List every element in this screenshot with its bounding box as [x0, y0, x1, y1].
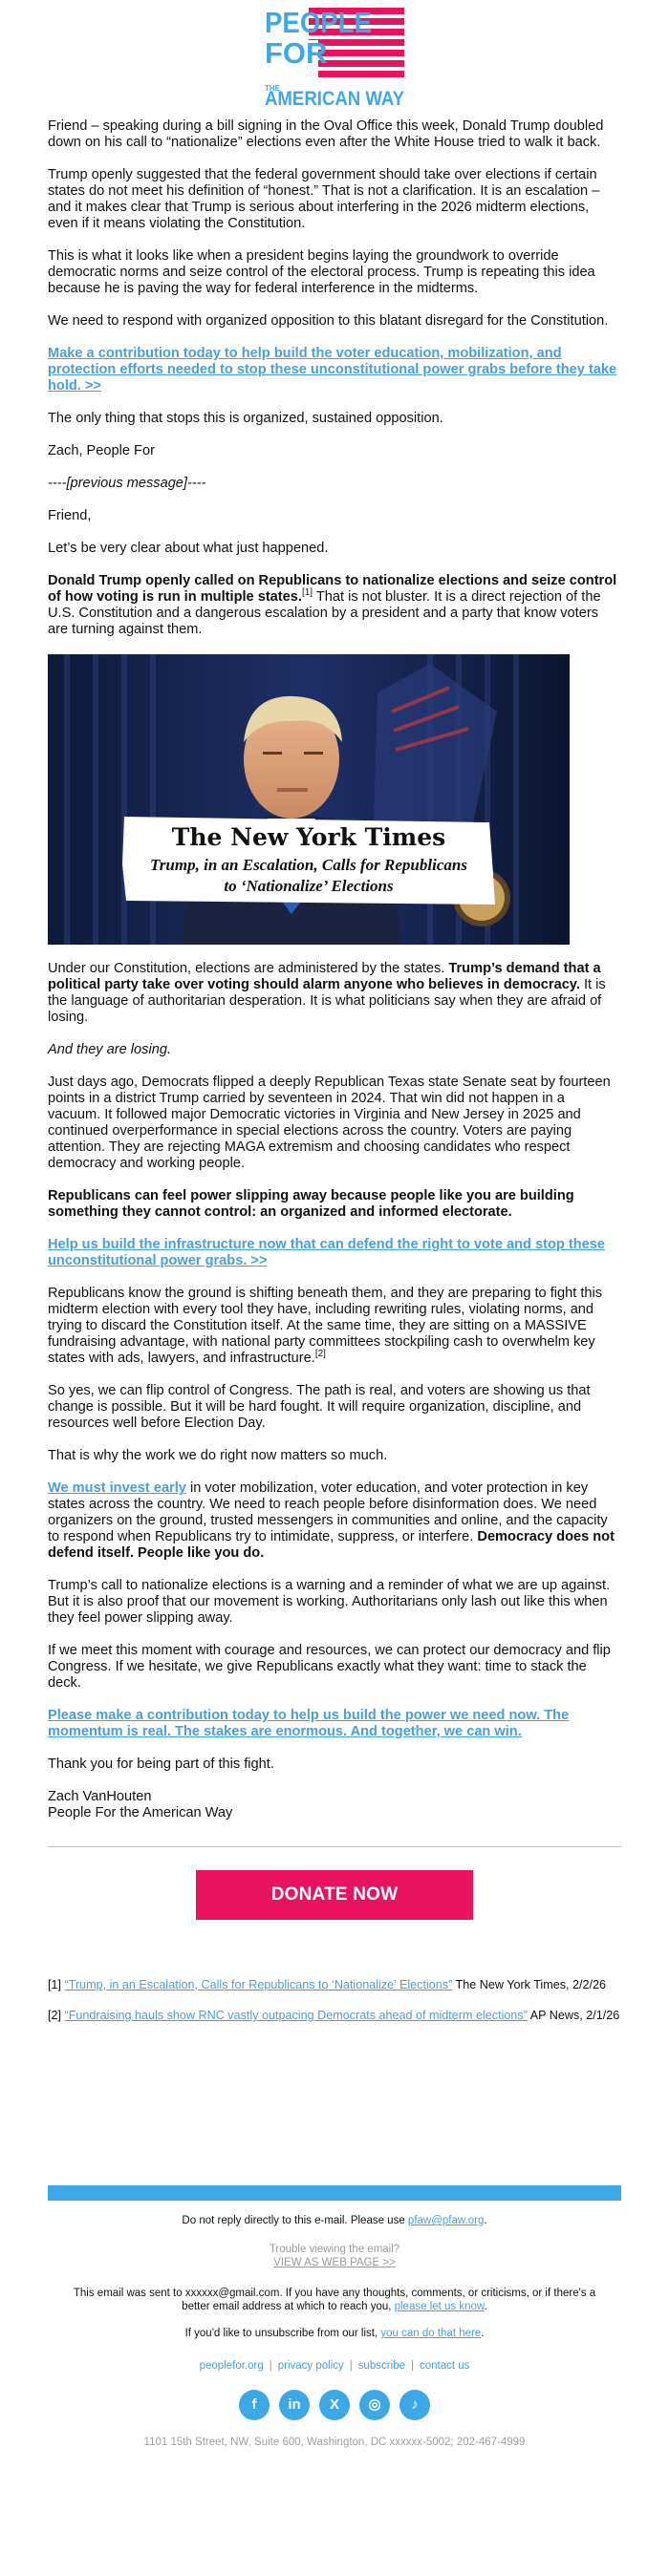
- view-web-page-link[interactable]: VIEW AS WEB PAGE >>: [273, 2257, 396, 2268]
- logo-line1: PEOPLE: [265, 6, 372, 39]
- email-page: [0, 6, 669, 2449]
- footnote-ref-1[interactable]: [1]: [301, 587, 313, 599]
- paragraph: Trump’s call to nationalize elections is a warning and a reminder of what we are up against. But it is also proof that our movement is working. Authoritarians only lash out like this when they feel power slipping away.: [48, 1578, 611, 1626]
- logo-the: THE: [265, 84, 280, 93]
- infrastructure-link[interactable]: Help us build the infrastructure now that can defend the right to vote and stop these unconstitutional power grabs. >>: [48, 1237, 605, 1268]
- paragraph: Friend – speaking during a bill signing in the Oval Office this week, Donald Trump doubled down on his call to “nationalize” elections even after the White House tried to walk it back.: [48, 118, 604, 150]
- logo-line3: AMERICAN WAY: [265, 88, 404, 110]
- social-links: [0, 2390, 669, 2420]
- paragraph: If we meet this moment with courage and resources, we can protect our democracy and flip Congress. If we hesitate, we give Republicans exactly what they want: time to stack the deck.: [48, 1643, 611, 1691]
- paragraph: We need to respond with organized opposition to this blatant disregard for the Constitution.: [48, 313, 609, 329]
- contact-email-link[interactable]: pfaw@pfaw.org: [407, 2215, 485, 2226]
- unsubscribe-notice: If you'd like to unsubscribe from our list, you can do that here.: [184, 2328, 485, 2339]
- footnote-link[interactable]: “Trump, in an Escalation, Calls for Republicans to ‘Nationalize’ Elections”: [64, 1978, 453, 1991]
- paragraph: Under our Constitution, elections are administered by the states. Trump’s demand that a political party take over voting should alarm anyone who believes in democracy. It is the language of authoritarian desperation. It is what politicians say when they are afraid of losing.: [48, 961, 606, 1025]
- paragraph: Let’s be very clear about what just happened.: [48, 541, 329, 556]
- footnote: [1] “Trump, in an Escalation, Calls for Republicans to ‘Nationalize’ Elections” The New York Times, 2/2/26: [48, 1978, 607, 1991]
- donate-now-button[interactable]: DONATE NOW: [196, 1870, 473, 1920]
- paragraph: We must invest early in voter mobilization, voter education, and voter protection in key states across the country. We need to reach people before disinformation does. We need organizers on the ground, trusted messengers in communities and online, and the capacity to respond when Republicans try to intimidate, suppress, or interfere. Democracy does not defend itself. People like you do.: [48, 1480, 615, 1561]
- signature-short: Zach, People For: [48, 443, 155, 458]
- invest-early-link[interactable]: We must invest early: [48, 1480, 186, 1496]
- mailing-address: 1101 15th Street, NW, Suite 600, Washington, DC xxxxxx-5002; 202-467-4999: [143, 2437, 526, 2448]
- paragraph: Just days ago, Democrats flipped a deeply Republican Texas state Senate seat by fourteen points in a district Trump carried by seventeen in 2024. That win did not happen in a vacuum. It followed major Democratic victories in Virginia and New Jersey in 2025 and continued overperformance in special elections across the country. Voters are paying attention. They are rejecting MAGA extremism and choosing candidates who respect democracy and working people.: [48, 1075, 611, 1171]
- linkedin-icon[interactable]: in: [279, 2390, 310, 2420]
- contribution-link[interactable]: Make a contribution today to help build the voter education, mobilization, and protection efforts needed to stop these unconstitutional power grabs before they take hold. >>: [48, 346, 617, 394]
- facebook-icon[interactable]: f: [239, 2390, 270, 2420]
- contribution-link-final[interactable]: Please make a contribution today to help us build the power we need now. The momentum is real. The stakes are enormous. And together, we can win.: [48, 1708, 570, 1739]
- nav-privacy-policy[interactable]: privacy policy: [277, 2360, 344, 2372]
- greeting: Friend,: [48, 508, 92, 523]
- email-footer: [0, 2214, 669, 2449]
- paragraph: This is what it looks like when a president begins laying the groundwork to override democratic norms and seize control of the electoral process. Trump is repeating this idea because he is paving the way for federal interference in the midterms.: [48, 248, 595, 296]
- paragraph: Trump openly suggested that the federal government should take over elections if certain states do not meet his definition of “honest.” That is not a clarification. It is an escalation – and it makes clear that Trump is serious about interfering in the 2026 midterm elections, even if it means violating the Constitution.: [48, 167, 600, 231]
- noreply-notice: Do not reply directly to this e-mail. Please use pfaw@pfaw.org.: [182, 2215, 487, 2226]
- footnote-link[interactable]: “Fundraising hauls show RNC vastly outpacing Democrats ahead of midterm elections”: [64, 2009, 528, 2022]
- nyt-masthead: The New York Times: [171, 823, 446, 851]
- email-body: [0, 118, 669, 2023]
- footer-accent-bar: [48, 2185, 621, 2201]
- nav-peoplefor[interactable]: peoplefor.org: [199, 2360, 264, 2372]
- headline-graphic: [48, 654, 570, 945]
- signature-name: Zach VanHouten: [48, 1789, 152, 1804]
- bold-text: Donald Trump openly called on Republicans to nationalize elections and seize control of how voting is run in multiple states.: [48, 573, 617, 605]
- paragraph: The only thing that stops this is organized, sustained opposition.: [48, 411, 443, 426]
- nyt-headline-image[interactable]: [48, 654, 621, 945]
- paragraph: Donald Trump openly called on Republicans to nationalize elections and seize control of how voting is run in multiple states.[1] That is not bluster. It is a direct rejection of the U.S. Constitution and a dangerous escalation by a president and a party that know voters are turning against them.: [48, 573, 617, 637]
- tiktok-icon[interactable]: ♪: [399, 2390, 430, 2420]
- sent-notice: This email was sent to xxxxxx@gmail.com. If you have any thoughts, comments, or criticisms, or if there's a better email address at which to reach you, please let us know.: [73, 2288, 596, 2312]
- nav-subscribe[interactable]: subscribe: [357, 2360, 405, 2372]
- footnote: [2] “Fundraising hauls show RNC vastly outpacing Democrats ahead of midterm elections” AP News, 2/1/26: [48, 2009, 620, 2022]
- x-icon[interactable]: X: [319, 2390, 350, 2420]
- paragraph: Thank you for being part of this fight.: [48, 1756, 274, 1772]
- footer-nav: peoplefor.org | privacy policy | subscribe | contact us: [199, 2360, 470, 2372]
- instagram-icon[interactable]: ◎: [359, 2390, 390, 2420]
- paragraph: That is why the work we do right now matters so much.: [48, 1448, 388, 1463]
- unsubscribe-link[interactable]: you can do that here: [380, 2328, 482, 2339]
- signature-org: People For the American Way: [48, 1805, 233, 1820]
- trouble-viewing: Trouble viewing the email?: [269, 2244, 400, 2255]
- footnote-ref-2[interactable]: [2]: [314, 1349, 326, 1360]
- footnotes: [48, 1977, 621, 2023]
- divider: [48, 1846, 621, 1847]
- previous-message-divider: ----[previous message]----: [48, 476, 206, 491]
- headline-line1: Trump, in an Escalation, Calls for Republicans: [150, 856, 467, 874]
- bold-paragraph: Republicans can feel power slipping away because people like you are building something they cannot control: an organized and informed electorate.: [48, 1188, 574, 1220]
- pfaw-logo[interactable]: [263, 6, 406, 111]
- nav-contact-us[interactable]: contact us: [419, 2360, 470, 2372]
- headline-line2: to ‘Nationalize’ Elections: [224, 877, 394, 895]
- paragraph: So yes, we can flip control of Congress. The path is real, and voters are showing us that change is possible. But it will be hard fought. It will require organization, discipline, and resources well before Election Day.: [48, 1383, 591, 1431]
- paragraph-italic: And they are losing.: [48, 1042, 171, 1057]
- let-us-know-link[interactable]: please let us know: [394, 2301, 485, 2312]
- logo-line2: FOR: [265, 36, 328, 70]
- paragraph: Republicans know the ground is shifting beneath them, and they are preparing to fight this midterm election with every tool they have, including rewriting rules, violating norms, and trying to discard the Constitution itself. At the same time, they are sitting on a MASSIVE fundraising advantage, with national party committees stockpiling cash to overwhelm key states with ads, lawyers, and infrastructure.[2]: [48, 1286, 603, 1366]
